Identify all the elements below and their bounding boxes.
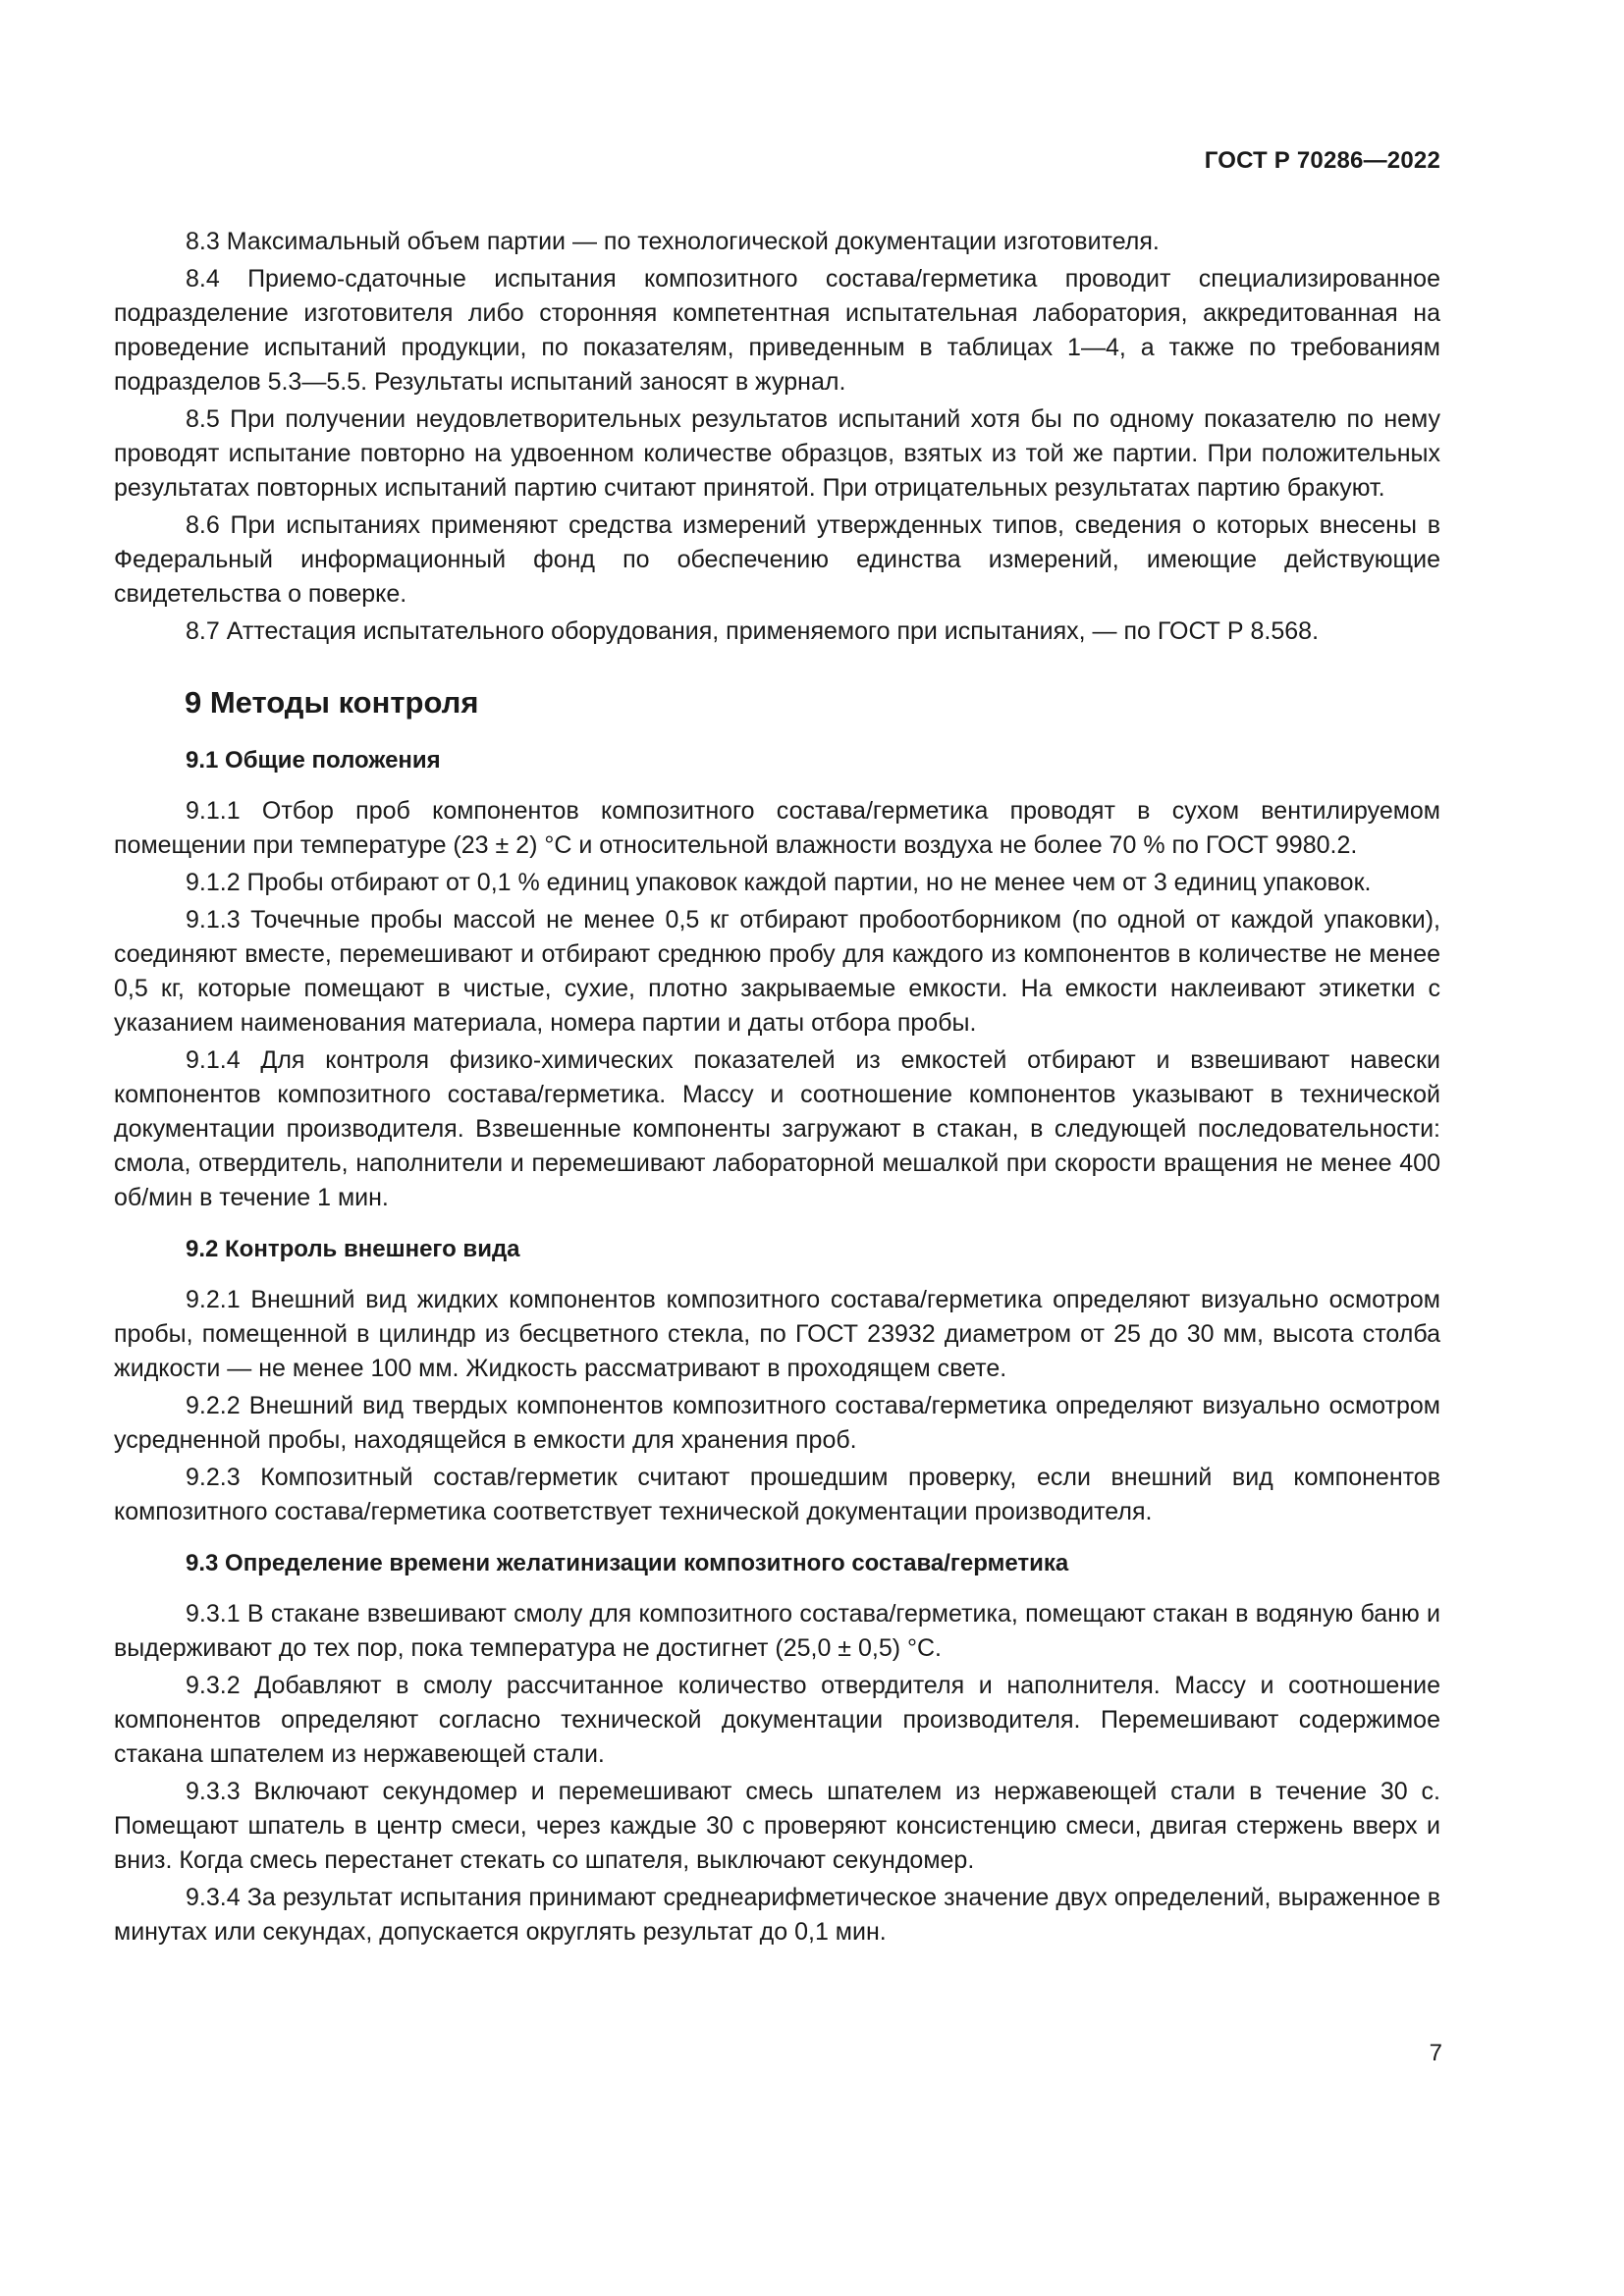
- clause-8-7: 8.7 Аттестация испытательного оборудования, применяемого при испытаниях, — по ГОСТ Р 8.568.: [186, 617, 1320, 645]
- document-code: ГОСТ Р 70286—2022: [1204, 147, 1440, 174]
- page-number: 7: [1429, 2040, 1442, 2066]
- document-body: [114, 225, 1440, 1949]
- clause-8-6: 8.6 При испытаниях применяют средства измерений утвержденных типов, сведения о которых внесены в Федеральный информационный фонд по обеспечению единства измерений, имеющие действующие свидетельства о поверке.: [114, 511, 1440, 608]
- clause-9-1-2: 9.1.2 Пробы отбирают от 0,1 % единиц упаковок каждой партии, но не менее чем от 3 единиц упаковок.: [186, 869, 1372, 896]
- clause-9-1-3: 9.1.3 Точечные пробы массой не менее 0,5 кг отбирают пробоотборником (по одной от каждой упаковки), соединяют вместе, перемешивают и отбирают среднюю пробу для каждого из компонентов в количестве не менее 0,5 кг, которые помещают в чистые, сухие, плотно закрываемые емкости. На емкости наклеивают этикетки с указанием наименования материала, номера партии и даты отбора пробы.: [114, 906, 1440, 1037]
- subsection-9-2-title: 9.2 Контроль внешнего вида: [186, 1236, 520, 1262]
- clause-8-5: 8.5 При получении неудовлетворительных результатов испытаний хотя бы по одному показателю по нему проводят испытание повторно на удвоенном количестве образцов, взятых из той же партии. При положительных результатах повторных испытаний партию считают принятой. При отрицательных результатах партию бракуют.: [114, 405, 1440, 502]
- clause-9-1-4: 9.1.4 Для контроля физико-химических показателей из емкостей отбирают и взвешивают навески компонентов композитного состава/герметика. Массу и соотношение компонентов указывают в технической документации производителя. Взвешенные компоненты загружают в стакан, в следующей последовательности: смола, отвердитель, наполнители и перемешивают лабораторной мешалкой при скорости вращения не менее 400 об/мин в течение 1 мин.: [114, 1046, 1440, 1211]
- clause-9-1-1: 9.1.1 Отбор проб компонентов композитного состава/герметика проводят в сухом вентилируемом помещении при температуре (23 ± 2) °С и относительной влажности воздуха не более 70 % по ГОСТ 9980.2.: [114, 797, 1440, 859]
- clause-9-3-1: 9.3.1 В стакане взвешивают смолу для композитного состава/герметика, помещают стакан в водяную баню и выдерживают до тех пор, пока температура не достигнет (25,0 ± 0,5) °С.: [114, 1600, 1440, 1662]
- clause-9-3-3: 9.3.3 Включают секундомер и перемешивают смесь шпателем из нержавеющей стали в течение 30 с. Помещают шпатель в центр смеси, через каждые 30 с проверяют консистенцию смеси, двигая стержень вверх и вниз. Когда смесь перестанет стекать со шпателя, выключают секундомер.: [114, 1778, 1440, 1874]
- section-9-title: 9 Методы контроля: [185, 685, 479, 720]
- clause-9-3-4: 9.3.4 За результат испытания принимают среднеарифметическое значение двух определений, выраженное в минутах или секундах, допускается округлять результат до 0,1 мин.: [114, 1884, 1440, 1946]
- clause-8-4: 8.4 Приемо-сдаточные испытания композитного состава/герметика проводит специализированное подразделение изготовителя либо сторонняя компетентная испытательная лаборатория, аккредитованная на проведение испытаний продукции, по показателям, приведенным в таблицах 1—4, а также по требованиям подразделов 5.3—5.5. Результаты испытаний заносят в журнал.: [114, 265, 1440, 396]
- clause-9-2-3: 9.2.3 Композитный состав/герметик считают прошедшим проверку, если внешний вид компонентов композитного состава/герметика соответствует технической документации производителя.: [114, 1464, 1440, 1525]
- clause-9-3-2: 9.3.2 Добавляют в смолу рассчитанное количество отвердителя и наполнителя. Массу и соотношение компонентов определяют согласно технической документации производителя. Перемешивают содержимое стакана шпателем из нержавеющей стали.: [114, 1672, 1440, 1768]
- clause-8-3: 8.3 Максимальный объем партии — по технологической документации изготовителя.: [186, 228, 1160, 255]
- clause-9-2-2: 9.2.2 Внешний вид твердых компонентов композитного состава/герметика определяют визуально осмотром усредненной пробы, находящейся в емкости для хранения проб.: [114, 1392, 1440, 1454]
- subsection-9-1-title: 9.1 Общие положения: [186, 747, 441, 774]
- clause-9-2-1: 9.2.1 Внешний вид жидких компонентов композитного состава/герметика определяют визуально осмотром пробы, помещенной в цилиндр из бесцветного стекла, по ГОСТ 23932 диаметром от 25 до 30 мм, высота столба жидкости — не менее 100 мм. Жидкость рассматривают в проходящем свете.: [114, 1286, 1440, 1382]
- subsection-9-3-title: 9.3 Определение времени желатинизации композитного состава/герметика: [186, 1550, 1069, 1576]
